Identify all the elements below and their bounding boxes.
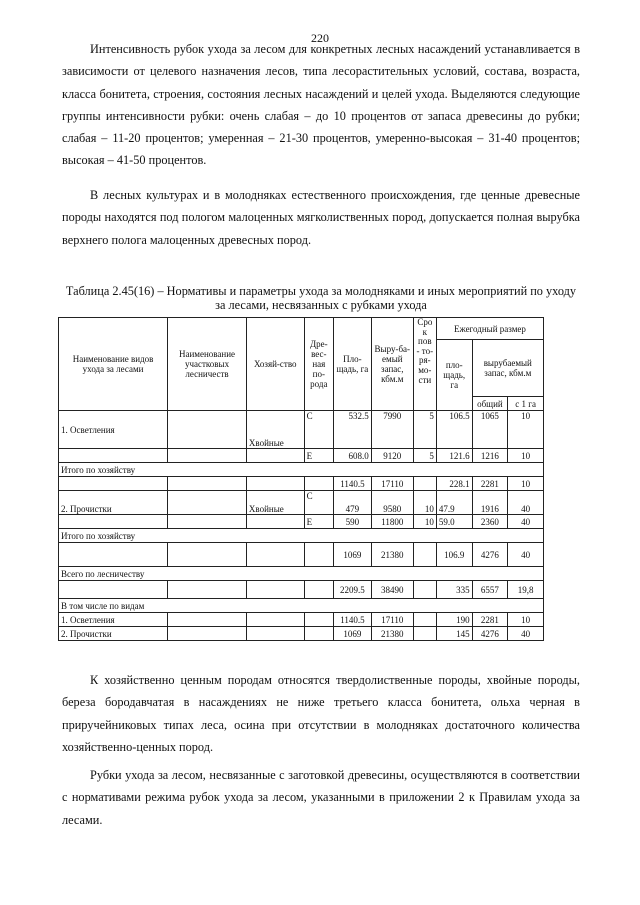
header-farm: Хозяй-ство <box>246 318 304 411</box>
stock-cell: 9580 <box>371 491 413 515</box>
subtotal-per-ha: 40 <box>508 543 544 567</box>
subtotal-label: Итого по хозяйству <box>59 463 544 477</box>
period-cell: 5 <box>413 449 436 463</box>
by-type-total: 2281 <box>472 613 508 627</box>
subtotal-stock: 17110 <box>371 477 413 491</box>
page-number: 220 <box>311 31 329 45</box>
area-cell: 590 <box>334 515 372 529</box>
norms-table <box>58 317 544 641</box>
farm-cell: Хвойные <box>246 411 304 449</box>
type-cell: 1. Осветления <box>59 411 168 449</box>
species-cell: С <box>304 491 333 515</box>
grand-total-annual-area: 335 <box>436 581 472 599</box>
by-type-stock: 17110 <box>371 613 413 627</box>
header-type: Наименование видов ухода за лесами <box>59 318 168 411</box>
stock-cell: 7990 <box>371 411 413 449</box>
header-annual-cut: вырубаемый запас, кбм.м <box>472 340 543 397</box>
subtotal-per-ha: 10 <box>508 477 544 491</box>
header-period: Сро к пов - то-ря-мо-сти <box>413 318 436 411</box>
by-type-annual-area: 190 <box>436 613 472 627</box>
per-ha-cell: 40 <box>508 515 544 529</box>
by-type-area: 1069 <box>334 627 372 641</box>
paragraph-care-norms: Рубки ухода за лесом, несвязанные с заготовкой древесины, осуществляются в соответствии с нормативами режима рубок ухода за лесом, указанными в приложении 2 к Правилам ухода за лесами. <box>62 768 580 827</box>
by-type-per-ha: 10 <box>508 613 544 627</box>
annual-total-cell: 1916 <box>472 491 508 515</box>
annual-area-cell: 59.0 <box>436 515 472 529</box>
type-cell: 2. Прочистки <box>59 491 168 515</box>
by-type-stock: 21380 <box>371 627 413 641</box>
per-ha-cell: 10 <box>508 449 544 463</box>
subtotal-area: 1069 <box>334 543 372 567</box>
annual-total-cell: 2360 <box>472 515 508 529</box>
species-cell: Е <box>304 449 333 463</box>
by-type-total: 4276 <box>472 627 508 641</box>
by-type-name: 1. Осветления <box>59 613 168 627</box>
annual-total-cell: 1216 <box>472 449 508 463</box>
subtotal-label: Итого по хозяйству <box>59 529 544 543</box>
paragraph-forest-cultures: В лесных культурах и в молодняках естественного происхождения, где ценные древесные породы находятся под пологом малоценных мягколиственных пород, допускается полная вырубка верхнего полога малоценных древесных пород. <box>62 188 580 247</box>
period-cell: 10 <box>413 515 436 529</box>
subtotal-area: 1140.5 <box>334 477 372 491</box>
per-ha-cell: 40 <box>508 491 544 515</box>
grand-total-stock: 38490 <box>371 581 413 599</box>
by-type-per-ha: 40 <box>508 627 544 641</box>
area-cell: 608.0 <box>334 449 372 463</box>
area-cell: 479 <box>334 491 372 515</box>
subtotal-total: 2281 <box>472 477 508 491</box>
period-cell: 10 <box>413 491 436 515</box>
by-type-label: В том числе по видам <box>59 599 544 613</box>
header-cut-stock: Выру-ба-емый запас, кбм.м <box>371 318 413 411</box>
table-caption: Таблица 2.45(16) – Нормативы и параметры ухода за молодняками и иных мероприятий по уходу за лесами, несвязанных с рубками ухода <box>65 284 577 312</box>
header-per-ha: с 1 га <box>508 397 544 411</box>
header-species: Дре-вес-ная по-рода <box>304 318 333 411</box>
per-ha-cell: 10 <box>508 411 544 449</box>
subtotal-stock: 21380 <box>371 543 413 567</box>
annual-area-cell: 106.5 <box>436 411 472 449</box>
species-cell: С <box>304 411 333 449</box>
area-cell: 532.5 <box>334 411 372 449</box>
by-type-name: 2. Прочистки <box>59 627 168 641</box>
paragraph-valuable-species: К хозяйственно ценным породам относятся твердолиственные породы, хвойные породы, береза бородавчатая в насаждениях не ниже третьего класса бонитета, ольха черная в приручейниковых типах леса, осина при отсутствии в молодняках достаточного количества хозяйственно-ценных пород. <box>62 673 580 754</box>
stock-cell: 9120 <box>371 449 413 463</box>
subtotal-annual-area: 228.1 <box>436 477 472 491</box>
subtotal-total: 4276 <box>472 543 508 567</box>
grand-total-total: 6557 <box>472 581 508 599</box>
header-forestry: Наименование участковых лесничеств <box>168 318 247 411</box>
by-type-area: 1140.5 <box>334 613 372 627</box>
header-annual: Ежегодный размер <box>436 318 543 340</box>
annual-area-cell: 47.9 <box>436 491 472 515</box>
header-annual-area: пло-щадь, га <box>436 340 472 411</box>
header-area: Пло-щадь, га <box>334 318 372 411</box>
stock-cell: 11800 <box>371 515 413 529</box>
period-cell: 5 <box>413 411 436 449</box>
paragraph-intensity: Интенсивность рубок ухода за лесом для конкретных лесных насаждений устанавливается в зависимости от целевого назначения лесов, типа лесорастительных условий, состава, возраста, класса бонитета, строения, состояния лесных насаждений и целей ухода. Выделяются следующие группы интенсивности рубки: очень слабая – до 10 процентов от запаса древесины до рубки; слабая – 11-20 процентов; умеренная – 21-30 процентов, умеренно-высокая – 31-40 процентов; высокая – 41-50 процентов. <box>62 42 580 168</box>
grand-total-per-ha: 19,8 <box>508 581 544 599</box>
by-type-annual-area: 145 <box>436 627 472 641</box>
header-total: общий <box>472 397 508 411</box>
annual-area-cell: 121.6 <box>436 449 472 463</box>
farm-cell: Хвойные <box>246 491 304 515</box>
species-cell: Е <box>304 515 333 529</box>
subtotal-annual-area: 106.9 <box>436 543 472 567</box>
annual-total-cell: 1065 <box>472 411 508 449</box>
grand-total-label: Всего по лесничеству <box>59 567 544 581</box>
grand-total-area: 2209.5 <box>334 581 372 599</box>
